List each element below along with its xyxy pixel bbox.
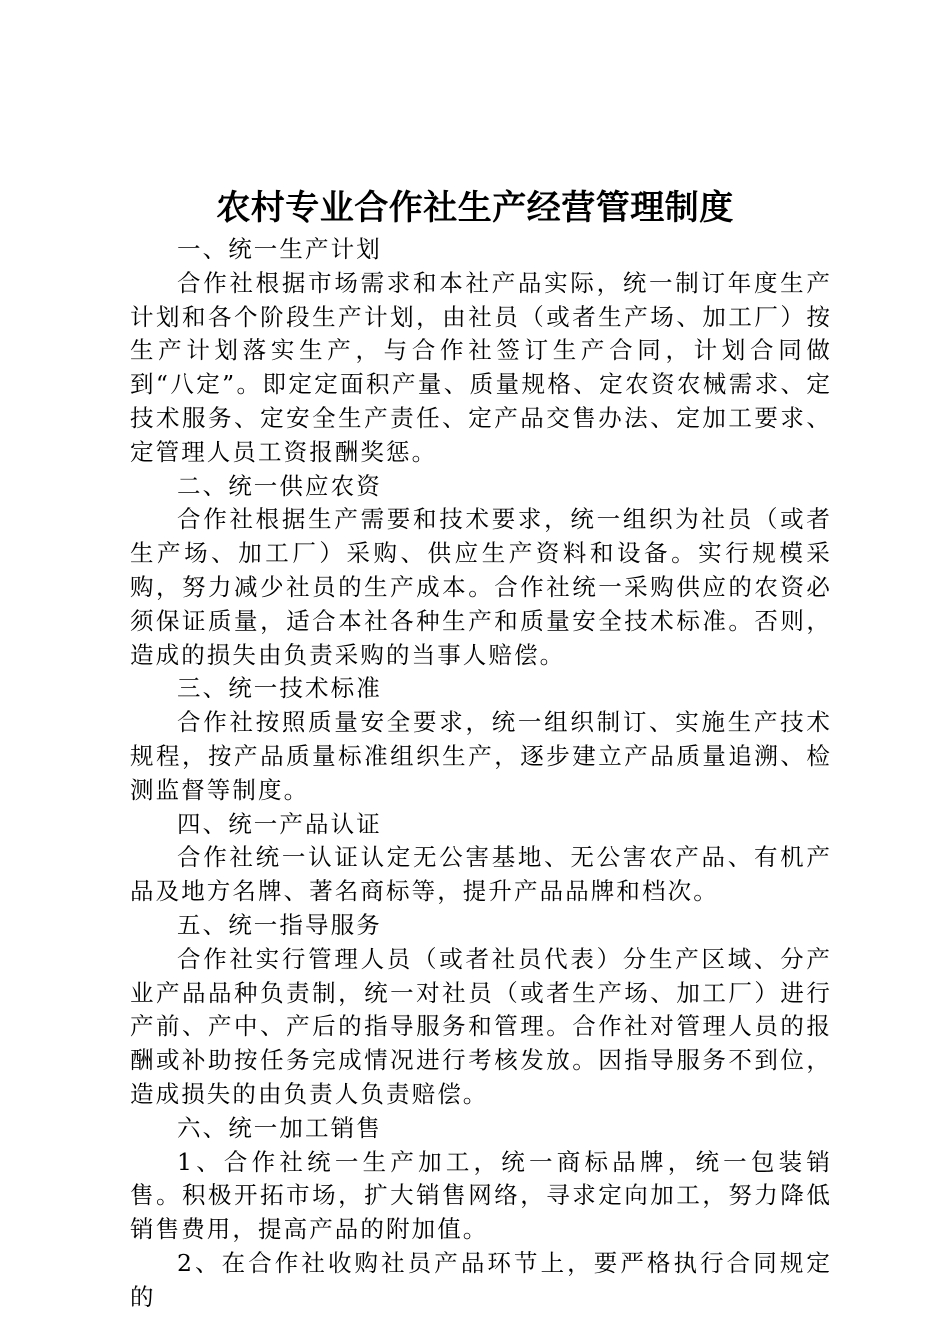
section-paragraph-3: 合作社按照质量安全要求，统一组织制订、实施生产技术规程，按产品质量标准组织生产，逐步建立产品质量追溯、检测监督等制度。 (130, 708, 832, 804)
section-paragraph-1: 合作社根据市场需求和本社产品实际，统一制订年度生产计划和各个阶段生产计划，由社员（或者生产场、加工厂）按生产计划落实生产，与合作社签订生产合同，计划合同做到“八定”。即定定面积产量、质量规格、定农资农械需求、定技术服务、定安全生产责任、定产品交售办法、定加工要求、定管理人员工资报酬奖惩。 (130, 268, 832, 466)
section-heading-3: 三、统一技术标准 (177, 674, 382, 703)
section-paragraph-6-item-1: 1、合作社统一生产加工，统一商标品牌，统一包装销售。积极开拓市场，扩大销售网络，寻求定向加工，努力降低销售费用，提高产品的附加值。 (130, 1147, 832, 1244)
document-body (130, 233, 832, 1315)
section-paragraph-6-item-2: 2、在合作社收购社员产品环节上，要严格执行合同规定的 (130, 1248, 832, 1311)
section-heading-4: 四、统一产品认证 (177, 809, 382, 838)
document-title: 农村专业合作社生产经营管理制度 (216, 188, 734, 228)
section-heading-2: 二、统一供应农资 (177, 471, 382, 500)
section-paragraph-4: 合作社统一认证认定无公害基地、无公害农产品、有机产品及地方名牌、著名商标等，提升产品品牌和档次。 (130, 843, 832, 906)
section-heading-6: 六、统一加工销售 (177, 1113, 382, 1142)
section-heading-1: 一、统一生产计划 (177, 235, 382, 263)
section-heading-5: 五、统一指导服务 (177, 910, 382, 939)
section-paragraph-5: 合作社实行管理人员（或者社员代表）分生产区域、分产业产品品种负责制，统一对社员（或者生产场、加工厂）进行产前、产中、产后的指导服务和管理。合作社对管理人员的报酬或补助按任务完成情况进行考核发放。因指导服务不到位，造成损失的由负责人负责赔偿。 (130, 944, 832, 1108)
section-paragraph-2: 合作社根据生产需要和技术要求，统一组织为社员（或者生产场、加工厂）采购、供应生产资料和设备。实行规模采购，努力减少社员的生产成本。合作社统一采购供应的农资必须保证质量，适合本社各种生产和质量安全技术标准。否则，造成的损失由负责采购的当事人赔偿。 (130, 505, 832, 669)
